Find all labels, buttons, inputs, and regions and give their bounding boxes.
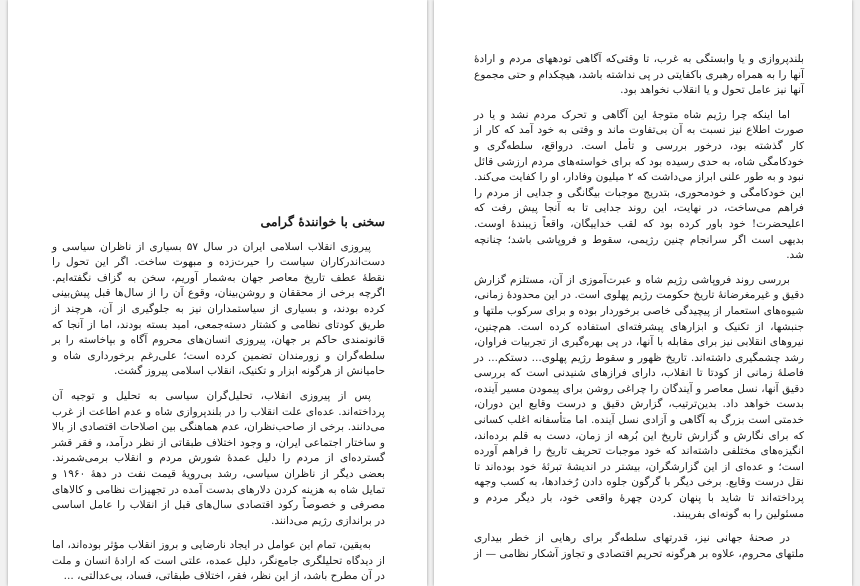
- section-heading: سخنی با خوانندهٔ گرامی: [260, 214, 385, 229]
- document-page-left: [8, 0, 427, 586]
- paragraph: پیروزی انقلاب اسلامی ایران در سال ۵۷ بسیاری از ناظران سیاسی و دست‌اندرکاران سیاست را حیرت‌زده و مبهوت ساخت. اگر این تحول را نقطهٔ عطف تاریخ معاصر جهان به‌شمار آوریم، سخن به گزاف نگفته‌ایم. اگرچه برخی از محققان و روشن‌بینان، وقوع آن را از سال‌ها قبل پیش‌بینی کرده بودند، و بسیاری از سیاستمداران نیز به جلوگیری از آن، هرچند از طریق کودتای نظامی و کشتار دسته‌جمعی، امید بسته بودند، اما از آنجا که قانونمندی حاکم بر جهان، پیروزی انسان‌های محروم آگاه و بپاخاسته را بر سلطه‌گران و زورمندان تضمین کرده است؛ علی‌رغم برخورداری شاه و حامیانش از هرگونه ابزار و تکنیک، انقلاب اسلامی پیروز گشت.: [52, 240, 385, 378]
- paragraph: در صحنهٔ جهانی نیز، قدرتهای سلطه‌گر برای رهایی از خطر بیداری ملتهای محروم، علاوه بر هرگونه تحریم اقتصادی و تجاوز آشکار نظامی — از: [474, 532, 804, 560]
- paragraph: پس از پیروزی انقلاب، تحلیل‌گران سیاسی به تحلیل و توجیه آن پرداخته‌اند. عده‌ای علت انقلاب را در بلندپروازی شاه و عدم اطاعت از غرب می‌دانند. برخی از صاحب‌نظران، عدم هماهنگی بین اصلاحات اقتصادی از بالا و ساختار اجتماعی ایران، و وجود اختلاف طبقاتی از نظر درآمد، و فقر قشر گسترده‌ای از مردم را دلیل عمدهٔ شورش مردم و انقلاب برمی‌شمرند. بعضی دیگر از ناظران سیاسی، رشد بی‌رویهٔ قیمت نفت در دههٔ ۱۹۶۰ و تمایل شاه به هزینه کردن دلارهای بدست آمده در تجهیزات نظامی و کالاهای مصرفی و خصوصاً رکود اقتصادی سال‌های قبل از انقلاب را عامل اساسی در براندازی رژیم می‌دانند.: [52, 389, 385, 527]
- paragraph: به‌یقین، تمام این عوامل در ایجاد نارضایی و بروز انقلاب مؤثر بوده‌اند، اما از دیدگاه تحلیلگری جامع‌نگر، دلیل عمده، علتی است که ارادهٔ انسان و ملت در آن مطرح باشد، از این نظر، فقر، اختلاف طبقاتی، فساد، بی‌عدالتی، ...: [52, 539, 385, 583]
- paragraph: اما اینکه چرا رژیم شاه متوجهٔ این آگاهی و تحرک مردم نشد و یا در صورت اطلاع نیز نسبت به آن بی‌تفاوت ماند و وقتی به خود آمد که کار از کار گذشته بود، درخور بررسی و تأمل است. درواقع، سلطه‌گری و خودکامگی شاه، به حدی رسیده بود که برای خواسته‌های مردم ارزشی قائل نبود و به طور علنی ابراز می‌داشت که ۲ میلیون وفادار، او را کفایت می‌کند. این خودکامگی و خودمحوری، بتدریج موجبات بیگانگی و جدایی از مردم را فراهم می‌ساخت، در نهایت، این روند جدایی تا به آنجا پیش رفت که اعلیحضرت! خود باور کرده بود که لقب خداییگان، واقعاً زیبندهٔ اوست. بدیهی است اگر سرانجام چنین رژیمی، سقوط و فروپاشی باشد؛ چنانچه شد.: [474, 108, 804, 262]
- paragraph: بلندپروازی و یا وابستگی به غرب، تا وقتی‌که آگاهی تودههای مردم و ارادهٔ آنها را به همراه رهبری باکفایتی در پی نداشته باشد، هیچکدام و حتی مجموع آنها نیز عامل تحول و یا انقلاب نخواهد بود.: [474, 53, 804, 97]
- left-page-text: [52, 214, 385, 586]
- paragraph: بررسی روند فروپاشی رژیم شاه و عبرت‌آموزی از آن، مستلزم گزارش دقیق و غیرمغرضانهٔ تاریخ حکومت رژیم پهلوی است. در این محدودهٔ زمانی، شیوه‌های استعمار از پیچیدگی خاصی برخوردار بوده و برای سرکوب ملتها و جنبشها، از تکنیک و ابزارهای پیشرفته‌ای استفاده کرده است. هم‌چنین، نیروهای انقلابی نیز برای مقابله با آنها، در پی بهره‌گیری از تجربیات فراوان، رشد چشمگیری داشته‌اند. تاریخ ظهور و سقوط رژیم پهلوی... دستکم... در فاصلهٔ زمانی از کودتا تا انقلاب، دارای فراز‌های شنیدنی است که بررسی دقیق آنها، نسل معاصر و آیندگان را چراغی روشن برای پیمودن مسیر آینده، بدست خواهد داد. بدین‌ترتیب، گزارش دقیق و درست وقایع این دوران، خدمتی است بزرگ به آگاهی و آزادی نسل آینده. اما متأسفانه اغلب کسانی که برای نگارش و گزارش تاریخ این بُرهه از زمان، دست به قلم برده‌اند، انگیزه‌های مختلفی داشته‌اند که خود موجبات تحریف تاریخ را فراهم آورده است؛ و عده‌ای از این گزارشگران، بیشتر در اندیشهٔ تبرئهٔ خود بوده‌اند تا نقل درست وقایع. برخی دیگر با گرگون جلوه دادن رُخدادها، به کسب وجهه پرداخته‌اند تا شاید با پنهان کردن چهرهٔ واقعی خود، بار دیگر مردم و مسئولین را به گونه‌ای بفریبند.: [474, 273, 804, 520]
- right-page-text: [474, 52, 804, 571]
- document-page-right: [434, 0, 852, 586]
